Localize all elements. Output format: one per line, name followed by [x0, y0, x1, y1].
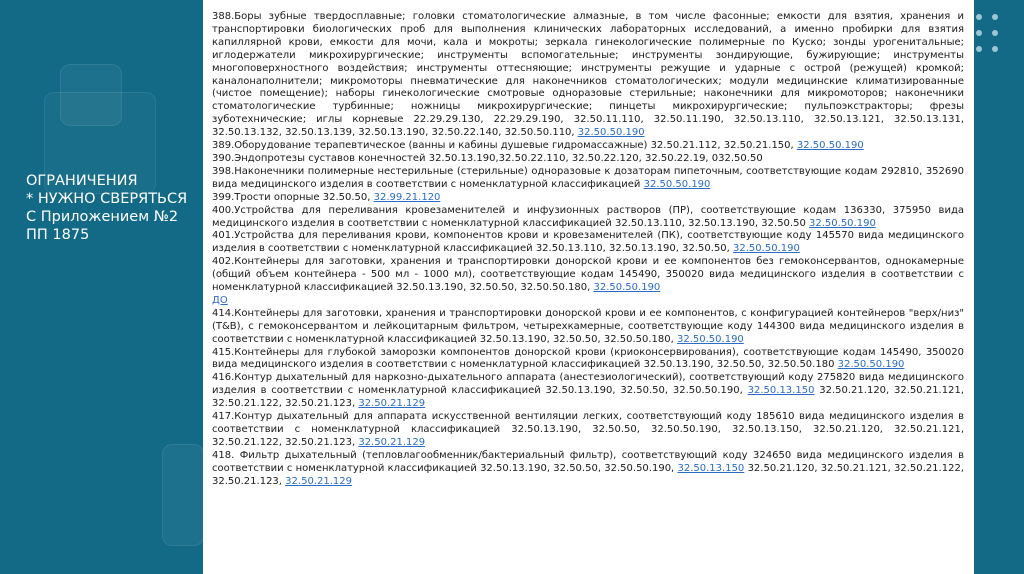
- entry-codes: 32.50.21.120, 32.50.21.121, 32.50.21.122, 32.50.21.123,: [212, 462, 964, 487]
- entry-418: [212, 450, 964, 489]
- okpd-link[interactable]: 32.99.21.120: [373, 191, 441, 203]
- restrictions-heading: [26, 172, 201, 244]
- entry-text: 400.Устройства для переливания кровезаменителей и инфузионных растворов (ПР), соответствующие кодам 136330, 375950 вида медицинского изделия в соответствии с номенклатурной классификацией 32.50.13.110, 32.50.13.190, 32.50.50: [212, 204, 964, 229]
- entry-414: [212, 308, 964, 347]
- entry-398: [212, 166, 964, 192]
- entry-text: 399.Трости опорные 32.50.50,: [212, 191, 371, 203]
- okpd-link[interactable]: 32.50.50.190: [837, 359, 905, 371]
- okpd-link[interactable]: 32.50.50.190: [643, 178, 711, 190]
- entry-415: [212, 347, 964, 373]
- entry-390: [212, 153, 964, 166]
- entry-text: 388.Боры зубные твердосплавные; головки стоматологические алмазные, в том числе фасонные; емкости для взятия, хранения и транспортировки биологических проб для выполнения клинических лабораторных исследований, а именно пробирки для взятия капиллярной крови, емкости для мочи, кала и мокроты; зеркала гинекологические полимерные по Куско; зонды урогенитальные; иглодержатели микрохирургические; инструменты вспомогательные; инструменты зондирующие, бужирующие; инструменты многоповерхностного воздействия; инструменты оттесняющие; инструменты режущие и ударные с острой (режущей) кромкой; каналонаполнители; микромоторы пневматические для наконечников стоматологических; модули медицинские климатизированные (чистое помещение); наборы гинекологические смотровые одноразовые стерильные; наконечники для микромоторов; наконечники стоматологические турбинные; ножницы микрохирургические; пинцеты микрохирургические; пульпоэкстракторы; фрезы зуботехнические; иглы корневые 22.29.29.130, 22.29.29.190, 32.50.11.110, 32.50.11.190, 32.50.13.110, 32.50.13.121, 32.50.13.131, 32.50.13.132, 32.50.13.139, 32.50.13.190, 32.50.22.140, 32.50.50.110,: [212, 11, 964, 139]
- okpd-link[interactable]: 32.50.50.190: [577, 127, 645, 139]
- entry-402: [212, 256, 964, 308]
- document-text: [212, 11, 964, 489]
- entry-text: 402.Контейнеры для заготовки, хранения и транспортировки донорской крови и ее компонентов без гемоконсервантов, однокамерные (общий объем контейнера - 500 мл - 1000 мл), соответствующие кодам 145490, 350020 вида медицинского изделия в соответствии с номенклатурной классификацией 32.50.13.190, 32.50.50, 32.50.50.180,: [212, 256, 964, 294]
- heading-line: С Приложением №2: [26, 209, 179, 225]
- okpd-link[interactable]: 32.50.50.190: [593, 282, 661, 294]
- entry-388: [212, 11, 964, 140]
- dot: [992, 14, 998, 20]
- entry-text: 414.Контейнеры для заготовки, хранения и транспортировки донорской крови и ее компонентов, с конфигурацией контейнеров "верх/низ" (T&B), с гемоконсервантом и лейкоцитарным фильтром, четырехкамерные, соответствующие коду 144300 вида медицинского изделия в соответствии с номенклатурной классификацией 32.50.13.190, 32.50.50, 32.50.50.180,: [212, 307, 964, 345]
- entry-text: 398.Наконечники полимерные нестерильные (стерильные) одноразовые к дозаторам пипеточным, соответствующие кодам 292810, 352690 вида медицинского изделия в соответствии с номенклатурной классификацией: [212, 165, 964, 190]
- entry-401: [212, 230, 964, 256]
- heading-line: ОГРАНИЧЕНИЯ: [26, 173, 138, 189]
- okpd-link[interactable]: 32.50.50.190: [733, 243, 800, 255]
- document-panel: [203, 0, 974, 574]
- dot: [992, 46, 998, 52]
- entry-text: 418. Фильтр дыхательный (тепловлагообменник/бактериальный фильтр), соответствующий коду 324650 вида медицинского изделия в соответствии с номенклатурной классификацией 32.50.13.190, 32.50.50, 32.50.50.190,: [212, 449, 964, 474]
- heading-line: ПП 1875: [26, 227, 90, 243]
- entry-text: 389.Оборудование терапевтическое (ванны и кабины душевые гидромассажные) 32.50.21.112, 32.50.21.150,: [212, 140, 794, 152]
- heading-line: * НУЖНО СВЕРЯТЬСЯ: [26, 191, 188, 207]
- entry-text: 401.Устройства для переливания крови, компонентов крови и кровезаменителей (ПК), соответствующие коду 145570 вида медицинского изделия в соответствии с номенклатурной классификацией 32.50.13.110, 32.50.13.190, 32.50.50,: [212, 230, 964, 255]
- entry-416: [212, 372, 964, 411]
- dot: [976, 14, 982, 20]
- decorative-square-bottom: [162, 444, 204, 546]
- entry-text: 390.Эндопротезы суставов конечностей 32.50.13.190,32.50.22.110, 32.50.22.120, 32.50.22.19, 032.50.50: [212, 152, 763, 164]
- entry-text: 417.Контур дыхательный для аппарата искусственной вентиляции легких, соответствующий коду 185610 вида медицинского изделия в соответствии с номенклатурной классификацией 32.50.13.190, 32.50.50, 32.50.50.190, 32.50.13.150, 32.50.21.120, 32.50.21.121, 32.50.21.122, 32.50.21.123,: [212, 411, 964, 448]
- entry-codes: 32.50.21.120, 32.50.21.121, 32.50.21.122, 32.50.21.123,: [212, 385, 965, 410]
- okpd-link[interactable]: 32.50.50.190: [796, 140, 864, 152]
- dot: [976, 46, 982, 52]
- entry-389: [212, 140, 964, 153]
- okpd-link[interactable]: 32.50.50.190: [677, 333, 744, 345]
- dot: [976, 30, 982, 36]
- entry-text: 415.Контейнеры для глубокой заморозки компонентов донорской крови (криоконсервирования), соответствующие кодам 145490, 350020 вида медицинского изделия в соответствии с номенклатурной классификацией 32.50.13.190, 32.50.50, 32.50.50.180: [212, 346, 964, 371]
- entry-400: [212, 205, 964, 231]
- entry-417: [212, 411, 964, 450]
- okpd-link[interactable]: 32.50.21.129: [358, 436, 426, 448]
- okpd-link-continuation[interactable]: ДО: [212, 294, 228, 306]
- entry-text: 416.Контур дыхательный для наркозно-дыхательного аппарата (анестезиологический), соответствующий коду 275820 вида медицинского изделия в соответствии с номенклатурной классификацией 32.50.13.190, 32.50.50, 32.50.50.190,: [212, 372, 964, 397]
- okpd-link[interactable]: 32.50.50.190: [809, 217, 876, 229]
- okpd-link[interactable]: 32.50.13.150: [747, 385, 815, 397]
- okpd-link[interactable]: 32.50.21.129: [285, 475, 352, 487]
- okpd-link[interactable]: 32.50.21.129: [358, 398, 426, 410]
- dot: [992, 30, 998, 36]
- entry-399: [212, 192, 964, 205]
- okpd-link[interactable]: 32.50.13.150: [677, 462, 745, 474]
